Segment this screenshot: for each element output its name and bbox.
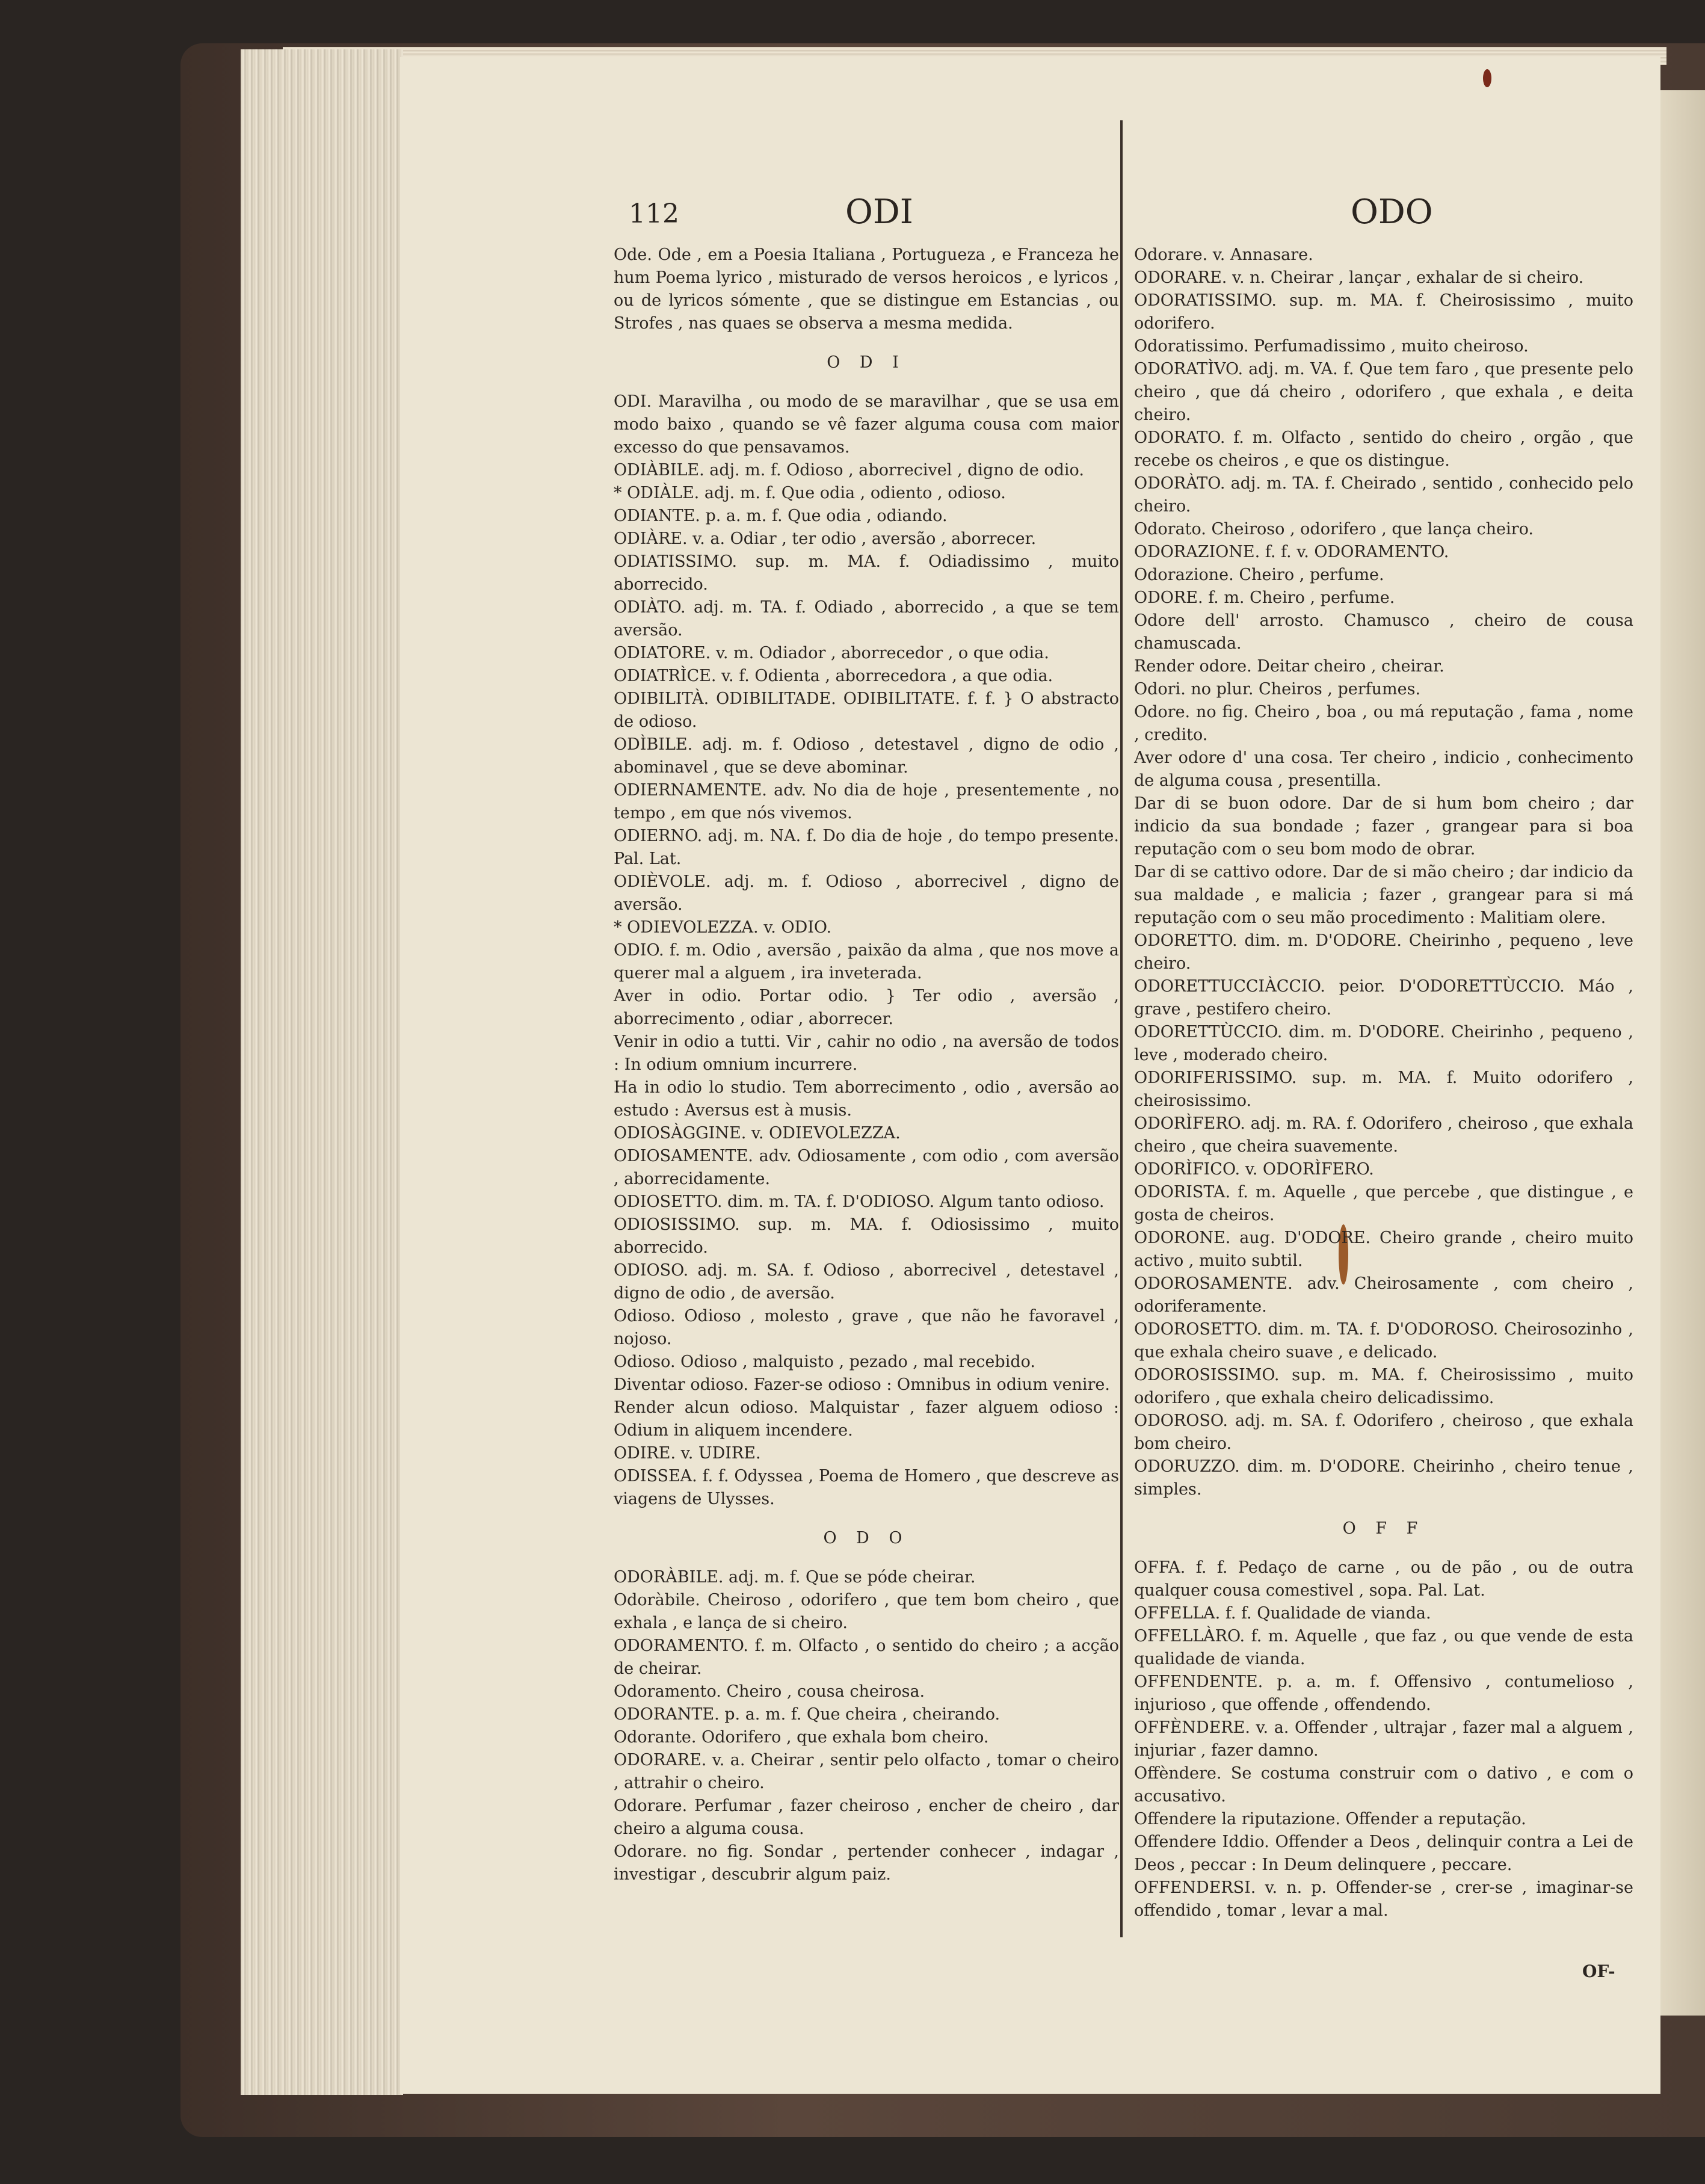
dictionary-entry: Odorare. no fig. Sondar , pertender conhecer , indagar , investigar , descubrir algum paiz. [614, 1842, 1119, 1884]
dictionary-entry: ODIANTE. p. a. m. f. Que odia , odiando. [614, 507, 948, 525]
dictionary-entry: ODORÌFERO. adj. m. RA. f. Odorifero , cheiroso , que exhala cheiro , que cheira suavemente. [1134, 1114, 1633, 1156]
dictionary-entry: ODORUZZO. dim. m. D'ODORE. Cheirinho , cheiro tenue , simples. [1134, 1457, 1633, 1499]
running-head-left: ODI [845, 193, 913, 232]
dictionary-entry: ODIATRÌCE. v. f. Odienta , aborrecedora , a que odia. [614, 667, 1053, 685]
dictionary-entry: ODÌBILE. adj. m. f. Odioso , detestavel , digno de odio , abominavel , que se deve abominar. [614, 735, 1119, 777]
dictionary-entry: ODORONE. aug. D'ODORE. Cheiro grande , cheiro muito activo , muito subtil. [1134, 1229, 1633, 1270]
dictionary-entry: Offendere Iddio. Offender a Deos , delinquir contra a Lei de Deos , peccar : In Deum delinquere , peccare. [1134, 1833, 1633, 1874]
dictionary-entry: ODIOSAMENTE. adv. Odiosamente , com odio , com aversão , aborrecidamente. [614, 1147, 1119, 1188]
dictionary-entry: ODOROSAMENTE. adv. Cheirosamente , com cheiro , odoriferamente. [1134, 1274, 1633, 1316]
dictionary-entry: Odore dell' arrosto. Chamusco , cheiro de cousa chamuscada. [1134, 611, 1633, 653]
column-rule [1120, 120, 1123, 1937]
section-letter-heading: O F F [1342, 1519, 1425, 1538]
dictionary-entry: ODOROSISSIMO. sup. m. MA. f. Cheirosissimo , muito odorifero , que exhala cheiro delicadissimo. [1134, 1366, 1633, 1407]
dictionary-entry: Odioso. Odioso , malquisto , pezado , mal recebido. [614, 1353, 1035, 1371]
dictionary-entry: ODISSEA. f. f. Odyssea , Poema de Homero , que descreve as viagens de Ulysses. [614, 1467, 1119, 1508]
dictionary-entry: Odorare. Perfumar , fazer cheiroso , encher de cheiro , dar cheiro a alguma cousa. [614, 1797, 1119, 1838]
page-number: 112 [629, 199, 679, 229]
dictionary-entry: ODORÌFICO. v. ODORÌFERO. [1134, 1160, 1374, 1179]
facing-page-edge [1660, 90, 1705, 2016]
ink-stain [1483, 69, 1491, 87]
dictionary-entry: Odoratissimo. Perfumadissimo , muito cheiroso. [1134, 337, 1529, 356]
dictionary-entry: Odorare. v. Annasare. [1134, 245, 1313, 264]
dictionary-entry: * ODIEVOLEZZA. v. ODIO. [614, 918, 832, 937]
dictionary-entry: ODIOSISSIMO. sup. m. MA. f. Odiosissimo , muito aborrecido. [614, 1215, 1119, 1257]
dictionary-entry: ODORAMENTO. f. m. Olfacto , o sentido do cheiro ; a acção de cheirar. [614, 1636, 1119, 1678]
page-side-edges [241, 49, 403, 2095]
dictionary-entry: Odorato. Cheiroso , odorifero , que lança cheiro. [1134, 520, 1534, 538]
dictionary-entry: ODIRE. v. UDIRE. [614, 1444, 761, 1463]
dictionary-entry: OFFELLÀRO. f. m. Aquelle , que faz , ou que vende de esta qualidade de vianda. [1134, 1627, 1633, 1668]
dictionary-entry: ODIERNAMENTE. adv. No dia de hoje , presentemente , no tempo , em que nós vivemos. [614, 781, 1119, 822]
dictionary-entry: Dar di se buon odore. Dar de si hum bom cheiro ; dar indicio da sua bondade ; fazer , grangear para si boa reputação com o seu bom modo de obrar. [1134, 794, 1633, 859]
dictionary-entry: * ODIÀLE. adj. m. f. Que odia , odiento , odioso. [614, 484, 1006, 502]
dictionary-entry: ODORATISSIMO. sup. m. MA. f. Cheirosissimo , muito odorifero. [1134, 291, 1633, 333]
dictionary-entry: Odore. no fig. Cheiro , boa , ou má reputação , fama , nome , credito. [1134, 703, 1633, 744]
dictionary-entry: ODIBILITÀ. ODIBILITADE. ODIBILITATE. f. f. } O abstracto de odioso. [614, 689, 1119, 731]
dictionary-entry: ODORETTÙCCIO. dim. m. D'ODORE. Cheirinho , pequeno , leve , moderado cheiro. [1134, 1023, 1633, 1064]
dictionary-entry: ODIATISSIMO. sup. m. MA. f. Odiadissimo , muito aborrecido. [614, 552, 1119, 594]
dictionary-entry: ODOROSETTO. dim. m. TA. f. D'ODOROSO. Cheirosozinho , que exhala cheiro suave , e delicado. [1134, 1320, 1633, 1362]
dictionary-entry: ODORETTUCCIÀCCIO. peior. D'ODORETTÙCCIO. Máo , grave , pestifero cheiro. [1134, 977, 1633, 1019]
dictionary-entry: ODORISTA. f. m. Aquelle , que percebe , que distingue , e gosta de cheiros. [1134, 1183, 1633, 1224]
dictionary-entry: Render alcun odioso. Malquistar , fazer alguem odioso : Odium in aliquem incendere. [614, 1398, 1119, 1440]
dictionary-entry: ODORATO. f. m. Olfacto , sentido do cheiro , orgão , que recebe os cheiros , e que os distingue. [1134, 428, 1633, 470]
dictionary-entry: ODORANTE. p. a. m. f. Que cheira , cheirando. [614, 1705, 1000, 1724]
dictionary-entry: OFFENDERSI. v. n. p. Offender-se , crer-se , imaginar-se offendido , tomar , levar a mal. [1134, 1878, 1633, 1920]
dictionary-entry: Aver in odio. Portar odio. } Ter odio , aversão , aborrecimento , odiar , aborrecer. [614, 987, 1119, 1028]
dictionary-entry: Odorazione. Cheiro , perfume. [1134, 566, 1384, 584]
dictionary-entry: ODOROSO. adj. m. SA. f. Odorifero , cheiroso , que exhala bom cheiro. [1134, 1411, 1633, 1453]
dictionary-entry: ODIATORE. v. m. Odiador , aborrecedor , o que odia. [614, 644, 1049, 662]
dictionary-entry: ODORE. f. m. Cheiro , perfume. [1134, 588, 1395, 607]
dictionary-entry: ODIOSETTO. dim. m. TA. f. D'ODIOSO. Algum tanto odioso. [614, 1192, 1105, 1211]
dictionary-entry: OFFELLA. f. f. Qualidade de vianda. [1134, 1604, 1431, 1623]
dictionary-entry: ODIOSÀGGINE. v. ODIEVOLEZZA. [614, 1124, 901, 1143]
dictionary-entry: OFFA. f. f. Pedaço de carne , ou de pão , ou de outra qualquer cousa comestivel , sopa. Pal. Lat. [1134, 1558, 1633, 1600]
dictionary-entry: Odoràbile. Cheiroso , odorifero , que tem bom cheiro , que exhala , e lança de si cheiro. [614, 1591, 1119, 1632]
catchword: OF- [1582, 1961, 1615, 1981]
running-head-right: ODO [1351, 193, 1433, 232]
dictionary-entry: Odorante. Odorifero , que exhala bom cheiro. [614, 1728, 989, 1747]
dictionary-entry: Aver odore d' una cosa. Ter cheiro , indicio , conhecimento de alguma cousa , presentilla. [1134, 748, 1633, 790]
section-letter-heading: O D O [823, 1529, 910, 1547]
dictionary-entry: ODORÀTO. adj. m. TA. f. Cheirado , sentido , conhecido pelo cheiro. [1134, 474, 1633, 516]
dictionary-entry: Diventar odioso. Fazer-se odioso : Omnibus in odium venire. [614, 1375, 1110, 1394]
dictionary-entry: ODIÈVOLE. adj. m. f. Odioso , aborrecivel , digno de aversão. [614, 872, 1119, 914]
dictionary-entry: Odioso. Odioso , molesto , grave , que não he favoravel , nojoso. [614, 1307, 1119, 1348]
dictionary-entry: ODIOSO. adj. m. SA. f. Odioso , aborrecivel , detestavel , digno de odio , de aversão. [614, 1261, 1119, 1303]
dictionary-entry: ODORAZIONE. f. f. v. ODORAMENTO. [1134, 543, 1449, 561]
dictionary-entry: Dar di se cattivo odore. Dar de si mão cheiro ; dar indicio da sua maldade , e malicia ; fazer , grangear para si má reputação com o seu mão procedimento : Malitiam olere. [1134, 863, 1633, 927]
dictionary-entry: Odori. no plur. Cheiros , perfumes. [1134, 680, 1421, 699]
dictionary-entry: Ode. Ode , em a Poesia Italiana , Portugueza , e Franceza he hum Poema lyrico , misturado de versos heroicos , e lyricos , ou de lyricos sómente , que se distingue em Estancias , ou Strofes , nas quaes se observa a mesma medida. [614, 245, 1119, 333]
left-column [614, 244, 1119, 1886]
dictionary-entry: ODORARE. v. a. Cheirar , sentir pelo olfacto , tomar o cheiro , attrahir o cheiro. [614, 1751, 1119, 1792]
dictionary-entry: Render odore. Deitar cheiro , cheirar. [1134, 657, 1444, 676]
dictionary-entry: ODORARE. v. n. Cheirar , lançar , exhalar de si cheiro. [1134, 268, 1584, 287]
dictionary-entry: ODIO. f. m. Odio , aversão , paixão da alma , que nos move a querer mal a alguem , ira inveterada. [614, 941, 1119, 982]
dictionary-entry: ODORÀBILE. adj. m. f. Que se póde cheirar. [614, 1568, 976, 1587]
dictionary-entry: Offendere la riputazione. Offender a reputação. [1134, 1810, 1526, 1828]
section-letter-heading: O D I [827, 353, 906, 372]
dictionary-entry: ODORATÌVO. adj. m. VA. f. Que tem faro , que presente pelo cheiro , que dá cheiro , odorifero , que exhala , e deita cheiro. [1134, 360, 1633, 424]
dictionary-entry: Venir in odio a tutti. Vir , cahir no odio , na aversão de todos : In odium omnium incurrere. [614, 1032, 1119, 1074]
right-column [1134, 244, 1633, 1922]
dictionary-entry: Ha in odio lo studio. Tem aborrecimento , odio , aversão ao estudo : Aversus est à musis. [614, 1078, 1119, 1120]
dictionary-entry: ODIÀRE. v. a. Odiar , ter odio , aversão , aborrecer. [614, 529, 1037, 548]
dictionary-entry: ODORETTO. dim. m. D'ODORE. Cheirinho , pequeno , leve cheiro. [1134, 931, 1633, 973]
dictionary-entry: Odoramento. Cheiro , cousa cheirosa. [614, 1682, 925, 1701]
dictionary-entry: OFFENDENTE. p. a. m. f. Offensivo , contumelioso , injurioso , que offende , offendendo. [1134, 1673, 1633, 1714]
dictionary-entry: ODI. Maravilha , ou modo de se maravilhar , que se usa em modo baixo , quando se vê fazer alguma cousa com maior excesso do que pensavamos. [614, 392, 1119, 457]
dictionary-entry: Offèndere. Se costuma construir com o dativo , e com o accusativo. [1134, 1764, 1633, 1806]
dictionary-entry: ODIÀBILE. adj. m. f. Odioso , aborrecivel , digno de odio. [614, 461, 1084, 480]
dictionary-entry: ODORIFERISSIMO. sup. m. MA. f. Muito odorifero , cheirosissimo. [1134, 1069, 1633, 1110]
dictionary-entry: ODIÀTO. adj. m. TA. f. Odiado , aborrecido , a que se tem aversão. [614, 598, 1119, 640]
dictionary-entry: ODIERNO. adj. m. NA. f. Do dia de hoje , do tempo presente. Pal. Lat. [614, 827, 1119, 868]
dictionary-entry: OFFÈNDERE. v. a. Offender , ultrajar , fazer mal a alguem , injuriar , fazer damno. [1134, 1718, 1633, 1760]
